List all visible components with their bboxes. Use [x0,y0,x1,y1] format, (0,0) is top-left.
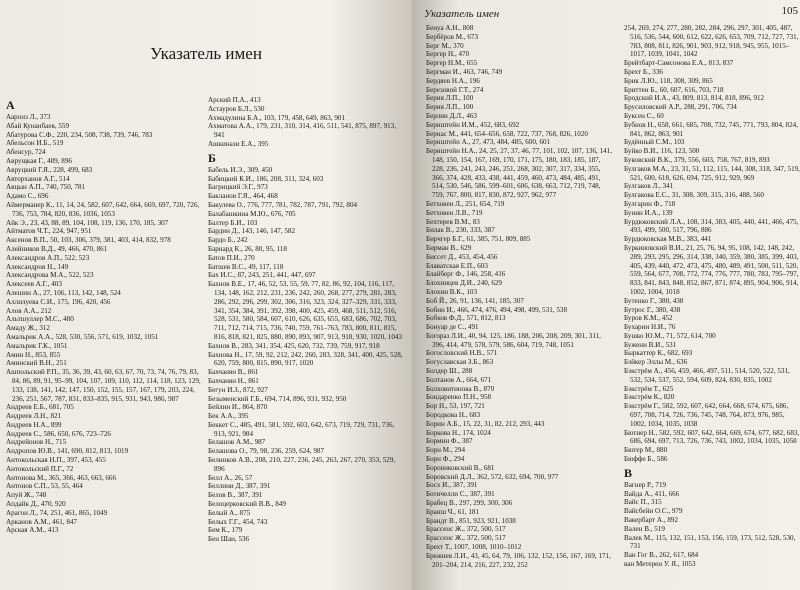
index-entry: Вайда А., 411, 666 [624,489,680,498]
index-entry: Брассенс Ж., 372, 500, 517 [426,525,506,534]
index-entry: Бэйкер Эллы М., 636 [624,358,688,367]
index-entry: Барнард К., 26, 80, 95, 118 [208,244,287,253]
index-entry: Бобков Ф.Д., 571, 812, 813 [426,314,506,323]
index-entry: Бахнов В.Е., 17, 46, 52, 53, 55, 59, 77, 82, 86, 92, 104, 116, 117, 134, 148, 162, 212, 231, 236, 242, 260, 268, 277, 279, 281, 283, 286, 292, 296, 299, 302, 306, 316, 323, 324, 327–329, 331, 333, 341, 354, 384, 391, 392, 398, 400, 425, 459, 468, 511, 512, 516, 528, 531, 580, 584, 607, 610, 626, 635, 655, 683, 686, 702, 703, 711, 712, 714, 715, 736, 740, 759, 761–763, 783, 800, 811, 815, 816, 818, 821, 825, 880, 890, 893, 907, 913, 918, 930, 1020, 1043 [208,280,402,341]
index-column [624,24,800,569]
index-entry: Абай Кунанбаев, 559 [6,121,70,130]
index-entry: Бем К., 179 [208,526,243,535]
index-entry: Блайберг Ф., 146, 258, 416 [426,270,506,279]
index-column [208,96,404,544]
index-entry: Амин Н., 853, 855 [6,350,61,359]
index-entry: Амаду Ж., 312 [6,324,50,333]
index-entry: Бирман В., 629 [426,243,472,252]
index-entry: Берия Л.П., 100 [426,94,474,103]
index-entry: Вайс П., 315 [624,498,662,507]
index-entry: Беллини Д., 387, 391 [208,482,271,491]
index-entry: Бородкова Н., 683 [426,411,481,420]
index-entry: Болдер Ш., 288 [426,367,473,376]
index-entry: Бужени В.И., 531 [624,340,677,349]
index-entry: Балтер Б.И., 103 [208,218,258,227]
index-entry: Арский П.А., 413 [208,96,261,104]
index-entry: Булгаков Л., 341 [624,182,674,191]
index-entry: Богуславская З.Б., 863 [426,358,494,367]
index-entry: Абенсур, 724 [6,148,46,157]
index-entry: Белашова О., 79, 98, 236, 259, 624, 987 [208,447,325,456]
section-letter: В [624,465,633,480]
index-entry: Александров А.П., 522, 523 [6,253,90,262]
index-entry: Болховитинова В., 870 [426,384,495,393]
index-entry: Беккет С., 485, 491, 581, 592, 603, 642, 673, 719, 729, 731, 736, 913, 921, 984 [208,420,395,438]
index-entry: Ашпольский Р.П., 35, 36, 39, 43, 60, 63, 67, 70, 73, 74, 76, 79, 83, 84, 86, 89, 91, 95–99, 104, 107, 109, 110, 112, 114, 118, 123, 129, 133, 138, 141, 142, 147, 150, 152, 155, 157, 167, 179, 203, 224, 236, 251, 567, 787, 831, 833–835, 915, 931, 943, 986, 987 [6,368,201,403]
index-entry: Бахнов В., 283, 341, 354, 425, 620, 732, 739, 759, 917, 918 [208,341,380,350]
index-entry: Авруцкий Г.Я., 228, 499, 683 [6,165,93,174]
index-entry: Ашкинази Е.А., 395 [208,139,269,148]
index-entry: Берия Л.П., 100 [426,103,474,112]
index-entry: Андреев Н.А., 899 [6,420,62,429]
index-entry: Березовой Г.Т., 274 [426,85,484,94]
index-entry: Аллилуева С.И., 175, 196, 420, 456 [6,297,111,306]
index-entry: Бабицкий К.И., 186, 208, 311, 324, 603 [208,174,324,183]
index-entry: Борн М., 294 [426,446,466,455]
index-entry: Бардин Д., 143, 146, 147, 582 [208,227,296,236]
index-entry: Аврущкая Г., 489, 896 [6,156,72,165]
index-entry: Босх И., 387, 391 [426,481,478,490]
index-entry: Бранш Ч., 61, 181 [426,507,480,516]
index-entry: Астауров Б.Л., 530 [208,104,265,113]
index-entry: Бриттен Б., 60, 607, 616, 703, 718 [624,85,724,94]
index-entry: Бахчанян Н., 861 [208,376,259,385]
index-entry: 254, 269, 274, 277, 280, 282, 284, 296, 297, 301, 405, 487, 516, 536, 544, 600, 612, 622, 626, 653, 709, 712, 727, 731, 783, 808, 811, 826, 901, 903, 912, 918, 945, 955, 1015–1017, 1039, 1041, 1042 [624,24,799,59]
index-entry: Адамо С., 696 [6,192,49,201]
index-entry: Бербёров М., 673 [426,32,479,41]
index-entry: Буров К.М., 452 [624,314,673,323]
index-entry: Андропов Ю.В., 141, 690, 812, 813, 1019 [6,447,129,456]
index-entry: Брежнев Л.И., 43, 45, 64, 79, 106, 132, 152, 156, 167, 169, 171, 201–204, 214, 216, 227, 232, 252 [426,551,611,569]
index-entry: Белый А., 875 [208,508,251,517]
index-entry: Боб Й., 26, 91, 136, 141, 185, 307 [426,296,524,305]
index-entry: Балабашкина М.Ю., 676, 705 [208,209,296,218]
index-entry: Апдайк Д., 470, 920 [6,500,66,509]
index-entry: Бэкстрём А., 456, 459, 466, 497, 511, 514, 520, 522, 531, 532, 534, 537, 552, 594, 609, 824, 830, 835, 1002 [624,367,790,384]
index-entry: Бэкстрём Т., 625 [624,384,674,393]
index-entry: Бухарин Н.И., 76 [624,323,676,332]
index-entry: Апуй Ж., 748 [6,491,47,500]
index-entry: Аймерманер К., 11, 14, 24, 582, 607, 642, 664, 669, 697, 720, 726, 736, 753, 784, 820, 836, 1036, 1053 [6,200,200,218]
index-entry: Ааронз Л., 373 [6,113,51,121]
index-entry: Буйко В.И., 116, 123, 500 [624,147,700,156]
index-entry: Буркиновский В.И., 21, 25, 76, 94, 95, 108, 142, 148, 242, 289, 293, 295, 296, 314, 338, 340, 359, 380, 385, 399, 403, 405, 439, 440, 472, 473, 475, 480, 489, 491, 500, 511, 520, 559, 564, 677, 708, 772, 774, 776, 777, 780, 783, 795–797, 833, 841, 843, 848, 852, 867, 871, 874, 895, 904, 906, 914, 1002, 1004, 1018 [624,243,799,296]
index-entry: Белашов А.М., 987 [208,438,266,447]
index-entry: Ботичелли С., 387, 391 [426,490,495,499]
index-entry: Блохинцев Д.И., 240, 629 [426,279,502,288]
index-entry: Брик Л.Ю., 118, 308, 309, 865 [624,76,713,85]
index-entry: Альтшуллер М.С., 480 [6,315,74,324]
index-entry: Александров Н., 149 [6,262,69,271]
index-entry: Бегун И.З., 872, 927 [208,385,268,394]
index-entry: Бубнов Н., 658, 661, 685, 708, 732, 745, 771, 793, 804, 824, 841, 862, 863, 901 [624,120,798,138]
index-entry: Болтанов А., 664, 671 [426,375,492,384]
index-entry: Бэкстрём Г., 582, 592, 607, 642, 664, 668, 674, 675, 686, 697, 708, 714, 726, 736, 745, 748, 764, 873, 976, 985, 1002, 1034, 1035, 1038 [624,402,789,428]
index-entry: Брассенс Ж., 372, 500, 517 [426,534,506,543]
index-entry: Александрова М.А., 522, 523 [6,271,94,280]
section-letter: А [6,98,15,112]
index-entry: Бабель И.Э., 309, 450 [208,165,273,174]
index-entry: Вагнер Р., 719 [624,480,667,489]
index-entry: Боркова Н., 174, 1024 [426,428,491,437]
index-entry: Брехт Б., 336 [624,67,663,76]
index-entry: Брейтбарт-Самсонова Е.А., 813, 837 [624,59,734,68]
index-entry: Арагон Л., 74, 251, 461, 865, 1049 [6,508,108,517]
index-entry: Батов П.И., 270 [208,253,255,262]
index-entry: Андреев Е.Б., 681, 705 [6,403,74,412]
index-entry: Андреев Л.Н., 821 [6,412,62,421]
index-entry: Бонуар де С., 491 [426,323,479,332]
index-entry: Вален В., 519 [624,524,665,533]
index-entry: Бернас М., 441, 654–656, 658, 722, 737, 768, 826, 1020 [426,129,588,138]
index-entry: Бор Н., 53, 197, 721 [426,402,485,411]
index-entry: Аминский В.Н., 251 [6,359,67,368]
index-entry: Блохин В.К., 103 [426,287,477,296]
index-entry: Алешин А., 27, 106, 113, 142, 148, 524 [6,288,121,297]
index-entry: Борн Ф., 294 [426,455,465,464]
index-entry: Бехтерев В.М., 83 [426,217,480,226]
index-entry: Буксен С., 60 [624,111,664,120]
index-entry: Антокольский П.Г., 72 [6,464,74,473]
index-entry: Амальрик А.А., 528, 530, 556, 571, 619, 1032, 1051 [6,332,159,341]
index-entry: Антокольская Н.П., 397, 453, 455 [6,456,106,465]
index-entry: Бушко Ю.М., 71, 572, 614, 700 [624,331,716,340]
index-entry: Белл А., 26, 57 [208,473,253,482]
index-entry: Антонова М., 365, 366, 463, 663, 666 [6,473,117,482]
index-entry: Бен Шан, 536 [208,535,250,544]
index-entry: Белов В., 387, 391 [208,491,263,500]
index-entry: Бейлин И., 864, 870 [208,403,268,412]
index-entry: Брабец В., 297, 299, 300, 306 [426,499,513,508]
index-entry: Бродский И.А., 43, 809, 813, 814, 818, 896, 912 [624,94,765,103]
index-entry: Бернштейн И.М., 452, 683, 692 [426,120,520,129]
index-entry: Булгаков М.А., 23, 31, 51, 112, 115, 144, 308, 318, 347, 519, 521, 600, 618, 626, 694, 725, 912, 929, 969 [624,164,800,182]
index-entry: Бергер Н., 470 [426,50,470,59]
index-entry: Абельсон И.Б., 519 [6,139,64,148]
index-entry: Бах И.С., 87, 243, 251, 441, 447, 697 [208,271,316,280]
index-entry: Быркаттер К., 682, 693 [624,349,693,358]
index-entry: Булгарин Ф., 718 [624,199,676,208]
index-entry: Авторханов А.Г., 514 [6,174,70,183]
index-entry: Антонов С.П., 53, 55, 464 [6,482,83,491]
index-entry: Бенуа А.Н., 808 [426,24,474,32]
index-entry: Бакулева О., 776, 777, 781, 782, 787, 791, 792, 804 [208,200,358,209]
index-entry: Бутенко Г., 380, 438 [624,296,684,305]
index-entry: Амальрик Г.К., 1051 [6,341,68,350]
index-entry: Арская А.М., 413 [6,526,59,535]
index-entry: Бетховен Л.В., 719 [426,208,483,217]
index-entry: Багрицкий Э.Г., 973 [208,183,268,192]
index-entry: Валек М., 115, 132, 151, 153, 156, 159, 173, 512, 528, 530, 731 [624,533,796,551]
index-entry: Бюффе Б., 586 [624,455,668,464]
index-entry: Алов А.А., 212 [6,306,52,315]
index-entry: Арканов А.М., 461, 847 [6,517,77,526]
index-entry: Ахмадулина Б.А., 103, 179, 458, 649, 863, 901 [208,113,346,122]
page-title: Указатель имен [150,44,262,63]
index-entry: Бетховен Л., 251, 654, 719 [426,199,505,208]
index-entry: Бахнова Н., 17, 59, 92, 212, 242, 260, 283, 328, 341, 400, 425, 528, 620, 759, 800, 815, 890, 917, 1020 [208,350,403,368]
index-entry: Бутрос Г., 380, 438 [624,305,681,314]
index-entry: Боровиковский В., 681 [426,463,495,472]
index-entry: Берг М., 370 [426,41,464,50]
index-entry: Бурдюковский Л.А., 108, 314, 383, 405, 440, 441, 466, 475, 493, 499, 500, 517, 796, 886 [624,217,799,235]
index-entry: Богословский Н.В., 571 [426,349,498,358]
index-entry: Бобин И., 466, 474, 476, 494, 498, 499, 531, 538 [426,305,567,314]
page-number: 105 [781,5,798,17]
index-entry: Бормин Ф., 387 [426,437,473,446]
index-entry: Белоцерковский В.В., 849 [208,500,286,509]
index-entry: Бердяев Н.А., 196 [426,76,480,85]
section-letter: Б [208,150,216,165]
index-column [6,96,202,535]
index-entry: Билак В., 230, 333, 387 [426,226,495,235]
index-entry: Брехт Т., 1007, 1008, 1010–1012 [426,543,522,552]
index-entry: Авцын А.П., 740, 750, 781 [6,183,85,192]
right-page [412,0,800,590]
index-entry: Боровский Д.Л., 362, 572, 632, 694, 700, 977 [426,472,559,481]
index-entry: Вайсбейн О.С., 979 [624,507,683,516]
index-entry: Безыменский Г.Б., 694, 714, 896, 931, 932, 950 [208,394,347,403]
index-entry: Айк Э., 23, 43, 88, 89, 104, 108, 119, 136, 170, 185, 307 [6,218,169,227]
index-entry: Биссет Д., 453, 454, 456 [426,252,498,261]
index-entry: Алейников В.Д., 49, 466, 470, 861 [6,244,108,253]
index-entry: Бернштейн А., 27, 473, 484, 485, 600, 601 [426,138,551,147]
index-entry: Айтматов Ч.Т., 224, 947, 951 [6,227,92,236]
index-entry: Бардо Б., 242 [208,236,248,245]
index-entry: Бунин И.А., 139 [624,208,673,217]
index-entry: Бирчгер Б.Г., 61, 385, 751, 809, 885 [426,235,531,244]
index-entry: Борин А.Б., 15, 22, 31, 82, 212, 293, 443 [426,419,545,428]
index-entry: Булгакова Е.С., 31, 308, 309, 315, 316, 488, 560 [624,191,764,200]
index-entry: Бондаренко П.Н., 958 [426,393,492,402]
index-entry: Ван Гог В., 262, 617, 684 [624,551,699,560]
index-entry: Бахчанян В., 861 [208,368,259,377]
index-entry: Бютер М., 880 [624,446,668,455]
index-entry: Алексеев А.Г., 403 [6,280,62,289]
index-entry: Брусиловский А.Р., 288, 291, 706, 734 [624,103,737,112]
index-entry: Брандт В., 851, 923, 921, 1038 [426,516,516,525]
index-entry: Белых Г.Г., 454, 743 [208,517,268,526]
index-entry: Буковский В.К., 379, 556, 603, 758, 767, 819, 893 [624,155,770,164]
index-entry: Бергман И., 463, 746, 749 [426,67,503,76]
index-entry: Богораз Л.И., 40, 94, 125, 186, 188, 206, 208, 209, 301, 311, 396, 414, 479, 578, 579, 586, 604, 719, 748, 1051 [426,331,601,349]
index-entry: Белинков А.В., 208, 210, 227, 236, 245, 263, 267, 270, 353, 529, 896 [208,456,396,473]
index-column [426,24,614,569]
index-entry: Андреев С., 586, 650, 676, 723–726 [6,429,111,438]
index-entry: Бэкстрём К., 820 [624,393,675,402]
index-entry: Вакербарт А., 892 [624,516,679,525]
index-entry: Будённый С.М., 103 [624,138,685,147]
index-entry: Абатурова С.Ф., 220, 234, 508, 738, 739, 746, 783 [6,130,153,139]
index-entry: ван Метерен У. Я., 1053 [624,560,696,569]
index-entry: Бютнер Н., 582, 592, 607, 642, 664, 669, 674, 677, 682, 683, 686, 694, 697, 713, 726, 736, 743, 1002, 1034, 1035, 1058 [624,428,800,446]
index-entry: Блаватская Е.П., 603 [426,261,488,270]
index-entry: Берлин Д.Л., 463 [426,111,477,120]
index-entry: Бурдюковская М.В., 383, 441 [624,235,712,244]
index-entry: Бакланов Г.Я., 464, 468 [208,192,278,201]
index-entry: Батшев В.С., 49, 117, 118 [208,262,284,271]
running-head: Указатель имен [424,8,500,20]
index-entry: Андрейонов Н., 715 [6,438,67,447]
index-entry: Ахматова А.А., 179, 231, 310, 314, 416, 511, 541, 875, 897, 913, 941 [208,122,396,140]
index-entry: Бернштейн Н.А., 24, 25, 27, 37, 46, 77, 101, 102, 107, 136, 141, 148, 150, 154, 167, 169, 170, 171, 175, 180, 183, 185, 187, 228, 236, 241, 243, 246, 251, 268, 302, 307, 317, 334, 355, 366, 374, 428, 433, 438, 441, 459, 460, 473, 484, 485, 491, 514, 530, 546, 586, 599–601, 606, 638, 663, 712, 719, 748, 759, 767, 800, 817, 830, 872, 927, 962, 977 [426,147,612,200]
index-entry: Бергер Н.М., 655 [426,59,478,68]
index-entry: Бек А.А., 395 [208,412,249,421]
index-entry: Аксенов В.П., 50, 103, 306, 379, 381, 403, 414, 832, 978 [6,236,171,245]
